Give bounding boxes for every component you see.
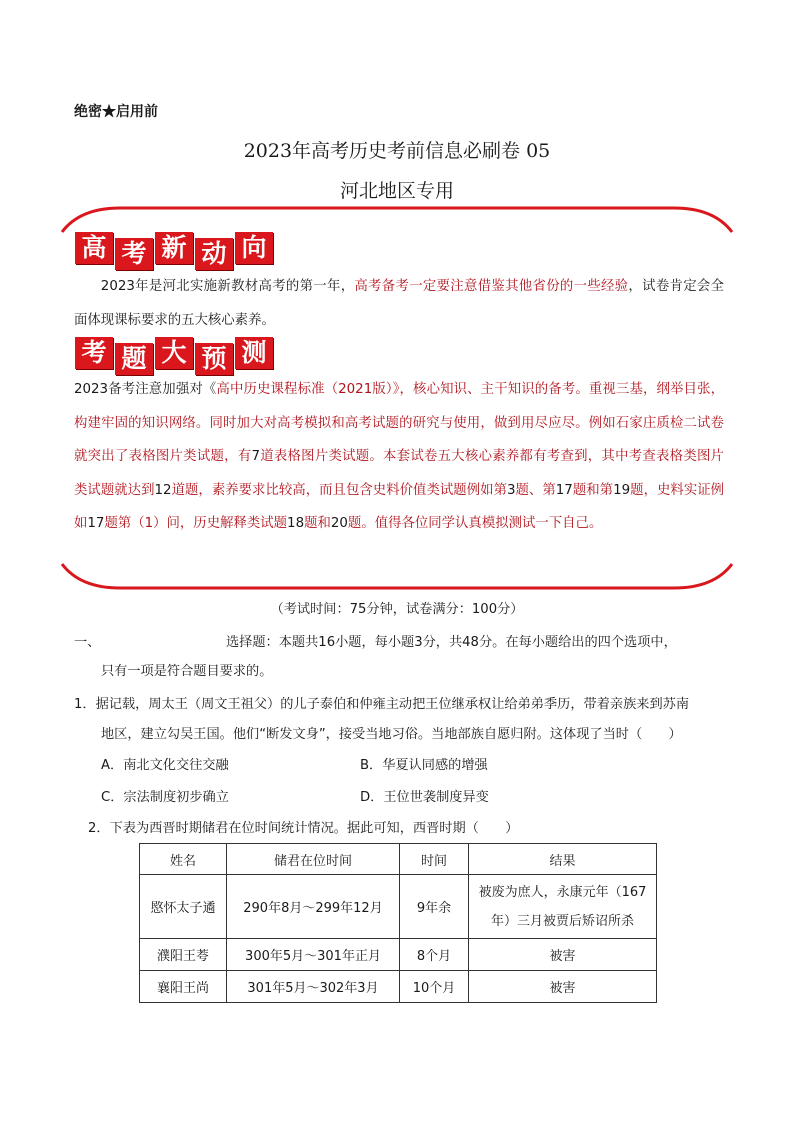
reign-table — [139, 843, 657, 1003]
forecast-highlight: 道题，素养要求比较高，而且包含史料价值类试题例如第 — [171, 482, 507, 498]
banner-char: 考 — [75, 337, 113, 369]
table-cell: 襄阳王尚 — [140, 971, 227, 1003]
top-arc-decoration — [60, 204, 734, 234]
banner-char: 考 — [115, 238, 153, 270]
option-text: 宗法制度初步确立 — [123, 790, 229, 805]
option-text: 南北文化交往交融 — [123, 758, 229, 773]
question-1-stem: 1．据记载，周太王（周文王祖父）的儿子泰伯和仲雍主动把王位继承权让给弟弟季历，带着亲族来到苏南 — [74, 697, 690, 712]
forecast-number: 3 — [506, 482, 516, 498]
banner-char: 动 — [195, 238, 233, 270]
forecast-number: 7 — [251, 449, 260, 464]
forecast-text: 2023备考注意加强对《 — [74, 382, 217, 397]
banner-char: 测 — [235, 337, 273, 369]
forecast-highlight: 道表格图片类试题。本套试卷五大核心素养都有考查到，其中考查表格类图片类试题就达到 — [74, 449, 725, 498]
table-cell: 300年5月～301年正月 — [227, 939, 400, 971]
table-header-row — [140, 844, 657, 875]
option-c[interactable] — [101, 783, 229, 812]
table-row — [140, 875, 657, 939]
exam-info: （考试时间：75分钟，试卷满分：100分） — [270, 602, 524, 617]
option-d[interactable] — [360, 783, 489, 812]
forecast-number: 19 — [613, 482, 631, 498]
banner-char: 题 — [115, 343, 153, 375]
forecast-number: 18 — [287, 516, 305, 531]
section-heading: 选择题：本题共16小题，每小题3分，共48分。在每小题给出的四个选项中， — [226, 635, 677, 650]
table-cell: 301年5月～302年3月 — [227, 971, 400, 1003]
table-row — [140, 971, 657, 1003]
forecast-highlight: 题、第 — [515, 482, 556, 498]
table-header: 结果 — [469, 844, 657, 875]
table-cell: 9年余 — [400, 875, 469, 939]
forecast-number: 12 — [154, 482, 172, 498]
option-label: C． — [101, 790, 124, 805]
trend-text: ，试卷肯定会全面体现课标要求的五大核心素养。 — [74, 279, 725, 328]
forecast-number: 17 — [555, 482, 573, 498]
table-cell-line: 被废为庶人，永康元年（167 — [478, 884, 647, 900]
option-text: 华夏认同感的增强 — [382, 758, 488, 773]
question-1-stem-continued: 地区，建立勾吴王国。他们“断发文身”，接受当地习俗。当地部族自愿归附。这体现了当时（ ） — [101, 727, 682, 742]
table-row — [140, 939, 657, 971]
forecast-highlight: 高中历史课程标准（2021版）》，核心知识、主干知识的备考。重视三基，纲举目张，构建牢固的知识网络。同时加大对高考模拟和高考试题的研究与使用，做到用尽应尽。例如石家庄质检二试卷就突出了表格图片类试题，有 — [74, 382, 724, 464]
forecast-highlight: 题第（1）问，历史解释类试题 — [104, 516, 288, 531]
trend-text: 2023年是河北实施新教材高考的第一年， — [100, 279, 355, 294]
banner-exam-forecast — [75, 337, 273, 375]
trend-paragraph — [74, 270, 724, 337]
section-heading-continued: 只有一项是符合题目要求的。 — [101, 664, 273, 679]
forecast-highlight: 题和第 — [572, 482, 614, 498]
table-cell: 10个月 — [400, 971, 469, 1003]
forecast-highlight: 题。值得各位同学认真模拟测试一下自己。 — [347, 516, 603, 531]
forecast-number: 17 — [87, 516, 105, 531]
bottom-arc-decoration — [60, 562, 734, 592]
table-cell — [469, 875, 657, 939]
option-label: A． — [101, 758, 124, 773]
option-a[interactable] — [101, 751, 229, 780]
trend-highlight: 高考备考一定要注意借鉴其他省份的一些经验 — [354, 279, 629, 294]
banner-char: 高 — [75, 232, 113, 264]
table-cell: 濮阳王荂 — [140, 939, 227, 971]
option-b[interactable] — [360, 751, 488, 780]
section-number: 一、 — [74, 635, 101, 650]
banner-exam-trend — [75, 232, 273, 270]
table-header: 时间 — [400, 844, 469, 875]
forecast-number: 20 — [330, 516, 348, 531]
table-header: 姓名 — [140, 844, 227, 875]
forecast-paragraph — [74, 373, 724, 541]
banner-char: 新 — [155, 232, 193, 264]
option-label: D． — [360, 790, 384, 805]
table-cell: 被害 — [469, 971, 657, 1003]
banner-char: 预 — [195, 343, 233, 375]
forecast-highlight: 题，史料实证例如 — [74, 482, 725, 531]
table-cell: 被害 — [469, 939, 657, 971]
table-cell: 愍怀太子遹 — [140, 875, 227, 939]
table-cell: 290年8月～299年12月 — [227, 875, 400, 939]
banner-char: 大 — [155, 337, 193, 369]
table-cell-line: 年）三月被贾后矫诏所杀 — [490, 913, 634, 929]
exam-title: 2023年高考历史考前信息必刷卷 05 — [243, 140, 551, 162]
option-label: B． — [360, 758, 383, 773]
table-header: 储君在位时间 — [227, 844, 400, 875]
table-cell: 8个月 — [400, 939, 469, 971]
banner-char: 向 — [235, 232, 273, 264]
forecast-highlight: 题和 — [304, 516, 331, 531]
confidential-mark: 绝密★启用前 — [74, 104, 158, 120]
exam-subtitle: 河北地区专用 — [339, 180, 454, 202]
question-2-stem: 2．下表为西晋时期储君在位时间统计情况。据此可知，西晋时期（ ） — [88, 821, 519, 836]
option-text: 王位世袭制度异变 — [383, 790, 489, 805]
